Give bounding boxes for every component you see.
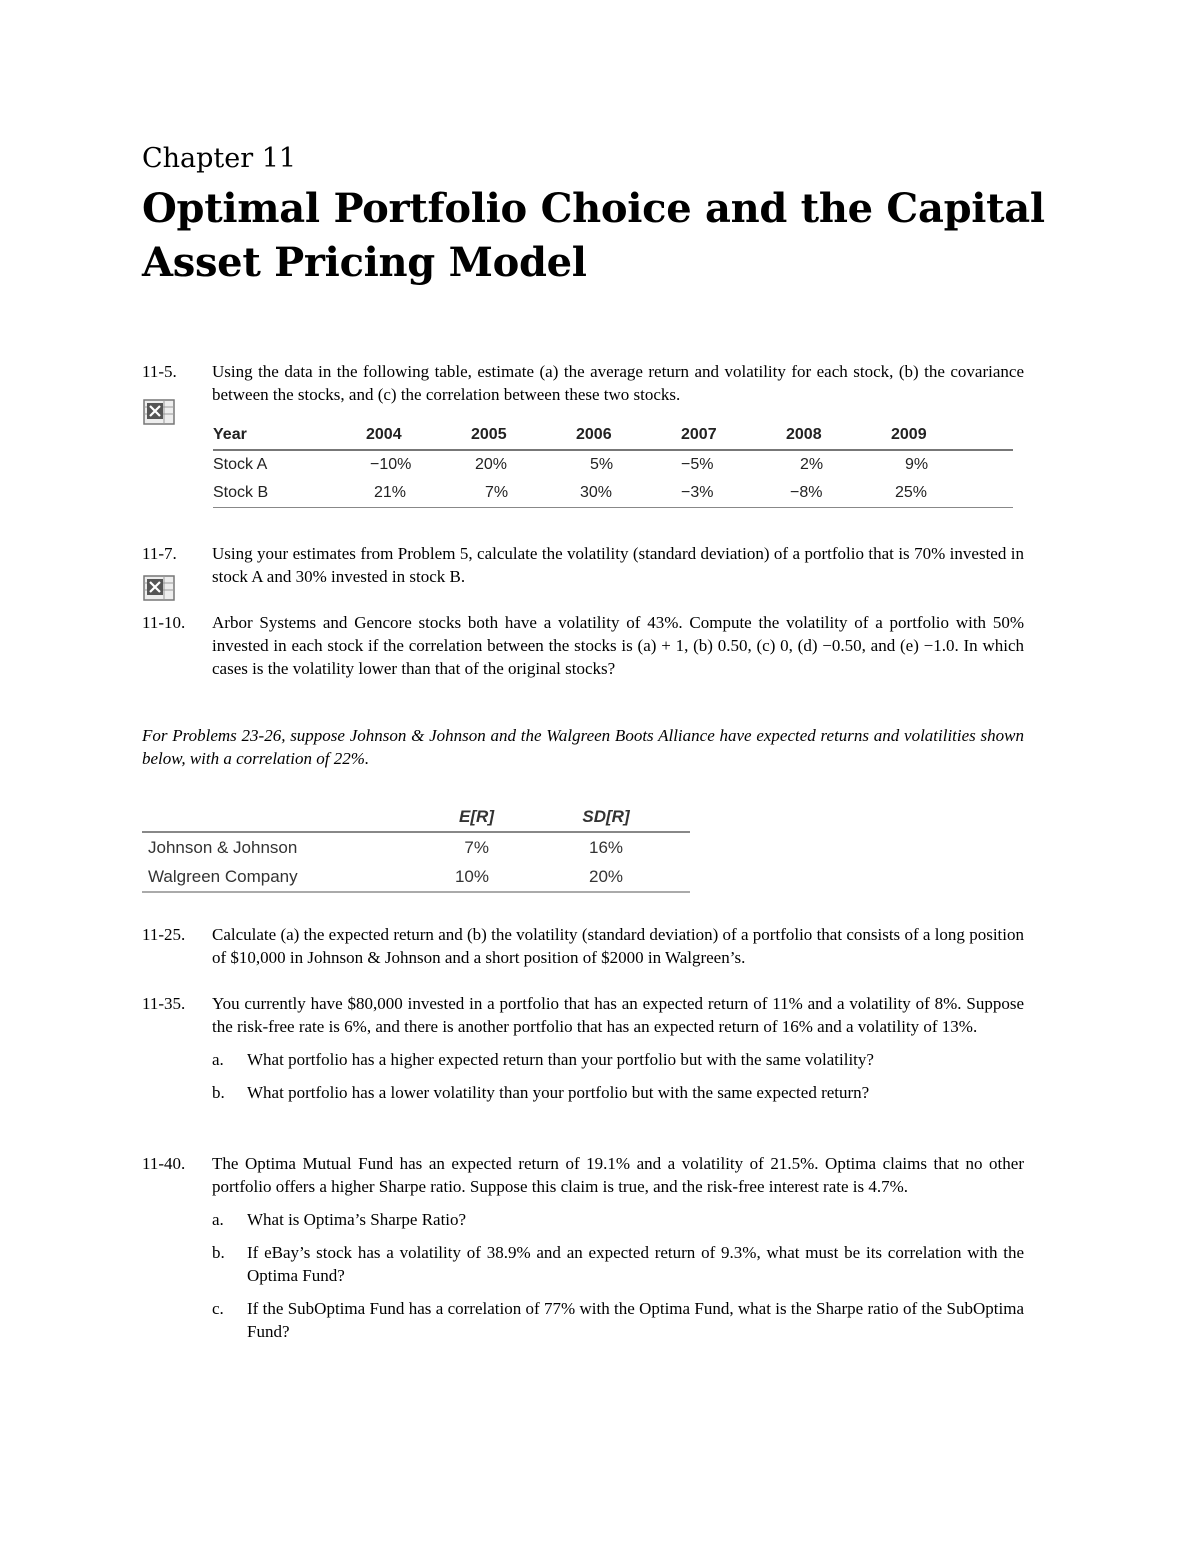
header-er: E[R]: [459, 806, 494, 826]
part-text: What is Optima’s Sharpe Ratio?: [247, 1210, 467, 1229]
header-2005: 2005: [471, 426, 507, 443]
table-cell: 20%: [475, 456, 508, 473]
problem-number: 11-10.: [142, 613, 186, 632]
stock-returns-table: [213, 421, 1013, 508]
table-row: [213, 479, 1013, 508]
part-text: If the SubOptima Fund has a correlation of 77% with the Optima Fund, what is the Sharpe ratio of the SubOptima Fund?: [247, 1299, 1024, 1341]
table-row: [213, 450, 1013, 479]
problem-text: The Optima Mutual Fund has an expected return of 19.1% and a volatility of 21.5%. Optima claims that no other portfolio offers a higher Sharpe ratio. Suppose this claim is true, and the risk-free interest rate is 4.7%.: [212, 1154, 1024, 1196]
problem-part-b: [212, 1081, 1024, 1104]
problem-11-5: [142, 360, 1024, 406]
table-cell: 5%: [590, 456, 614, 473]
header-year: Year: [213, 426, 247, 443]
table-cell: 20%: [588, 866, 624, 886]
table-cell: 9%: [905, 456, 929, 473]
table-cell: −10%: [370, 456, 412, 473]
problem-part-c: [212, 1297, 1024, 1343]
row-label: Walgreen Company: [148, 866, 298, 886]
part-letter: a.: [212, 1050, 224, 1069]
problem-part-a: [212, 1048, 1024, 1071]
problem-11-25: [142, 923, 1024, 969]
problem-text: Using the data in the following table, estimate (a) the average return and volatility for each stock, (b) the covariance between the stocks, and (c) the correlation between these two stocks.: [212, 362, 1024, 404]
table-cell: −3%: [681, 484, 714, 501]
chapter-label: Chapter 11: [142, 143, 297, 174]
part-letter: c.: [212, 1299, 224, 1318]
table-cell: −5%: [681, 456, 714, 473]
problem-part-a: [212, 1208, 1024, 1231]
problem-text: Arbor Systems and Gencore stocks both have a volatility of 43%. Compute the volatility of a portfolio with 50% invested in each stock if the correlation between the stocks is (a) + 1, (b) 0.50, (c) 0, (d) −0.50, and (e) −1.0. In which cases is the volatility lower than that of the original stocks?: [212, 613, 1024, 678]
row-label: Stock B: [213, 484, 269, 501]
header-2009: 2009: [891, 426, 927, 443]
header-2006: 2006: [576, 426, 612, 443]
problem-text: Using your estimates from Problem 5, calculate the volatility (standard deviation) of a portfolio that is 70% invested in stock A and 30% invested in stock B.: [212, 544, 1024, 586]
problem-11-35: [142, 992, 1024, 1104]
problem-part-b: [212, 1241, 1024, 1287]
excel-icon: [142, 398, 176, 426]
header-2004: 2004: [366, 426, 402, 443]
table-cell: −8%: [790, 484, 823, 501]
part-letter: b.: [212, 1083, 225, 1102]
part-text: If eBay’s stock has a volatility of 38.9% and an expected return of 9.3%, what must be its correlation with the Optima Fund?: [247, 1243, 1024, 1285]
table-cell: 25%: [895, 484, 928, 501]
table-header-row: [142, 802, 690, 832]
row-label: Johnson & Johnson: [148, 837, 298, 857]
table-cell: 7%: [464, 837, 489, 857]
excel-icon: [142, 574, 176, 602]
problem-number: 11-40.: [142, 1154, 186, 1173]
problem-set-intro: For Problems 23-26, suppose Johnson & Johnson and the Walgreen Boots Alliance have expected returns and volatilities shown below, with a correlation of 22%.: [142, 726, 1024, 768]
problem-11-10: [142, 611, 1024, 680]
problem-11-7: [142, 542, 1024, 588]
table-cell: 21%: [374, 484, 407, 501]
problem-11-40: [142, 1152, 1024, 1343]
problem-text: You currently have $80,000 invested in a portfolio that has an expected return of 11% and a volatility of 8%. Suppose the risk-free rate is 6%, and there is another portfolio that has an expected return of 16% and a volatility of 13%.: [212, 994, 1024, 1036]
part-letter: a.: [212, 1210, 224, 1229]
table-row: [142, 832, 690, 862]
header-blank: [142, 802, 382, 832]
problem-number: 11-5.: [142, 362, 177, 381]
row-label: Stock A: [213, 456, 268, 473]
problem-number: 11-35.: [142, 994, 186, 1013]
table-row: [142, 862, 690, 892]
table-cell: 16%: [588, 837, 624, 857]
table-cell: 2%: [800, 456, 824, 473]
header-2007: 2007: [681, 426, 717, 443]
table-cell: 7%: [485, 484, 509, 501]
table-cell: 10%: [454, 866, 489, 886]
chapter-title: Optimal Portfolio Choice and the Capital Asset Pricing Model: [142, 185, 1045, 286]
part-text: What portfolio has a higher expected return than your portfolio but with the same volatility?: [247, 1050, 874, 1069]
part-letter: b.: [212, 1243, 225, 1262]
header-sdr: SD[R]: [582, 806, 630, 826]
part-text: What portfolio has a lower volatility than your portfolio but with the same expected return?: [247, 1083, 870, 1102]
table-cell: 30%: [580, 484, 613, 501]
problem-number: 11-25.: [142, 925, 186, 944]
problem-number: 11-7.: [142, 544, 177, 563]
jj-walgreen-table: [142, 802, 694, 893]
header-2008: 2008: [786, 426, 822, 443]
table-header-row: [213, 421, 1013, 450]
problem-text: Calculate (a) the expected return and (b) the volatility (standard deviation) of a portfolio that consists of a long position of $10,000 in Johnson & Johnson and a short position of $2000 in Walgreen’s.: [212, 925, 1024, 967]
